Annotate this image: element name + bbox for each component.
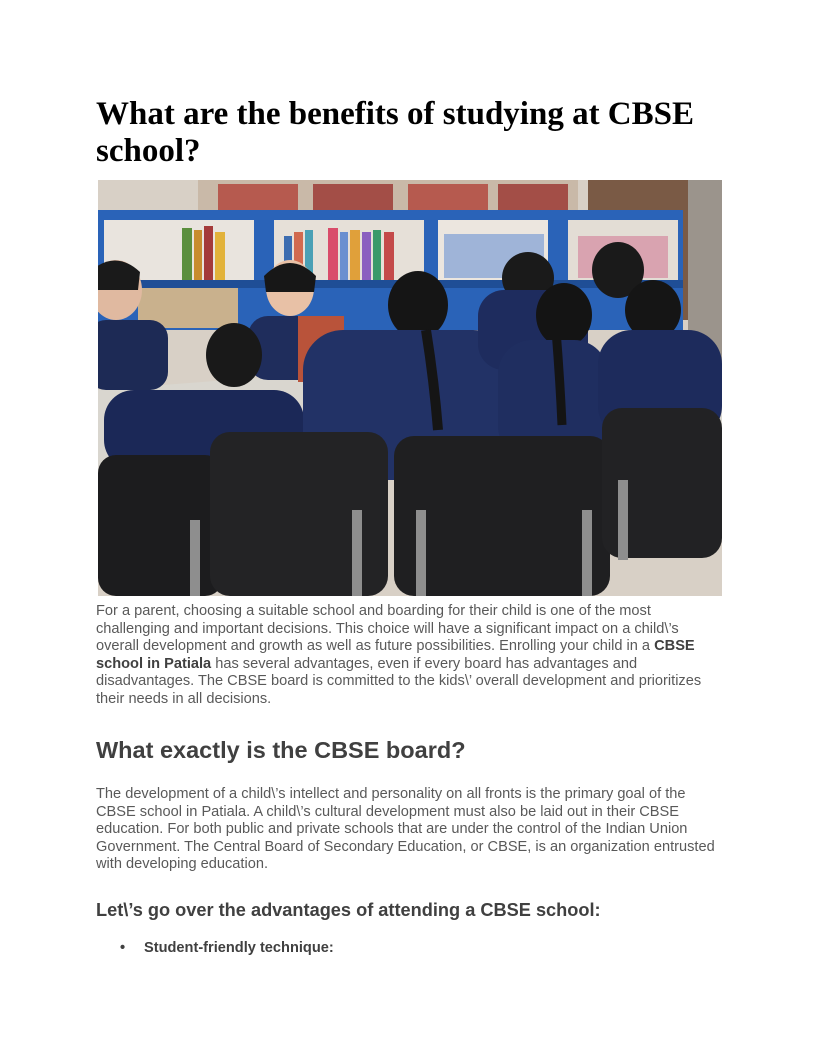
document-page — [96, 96, 722, 956]
section-heading-cbse-board: What exactly is the CBSE board? — [96, 737, 466, 763]
list-item — [120, 939, 334, 957]
classroom-photo-illustration — [98, 180, 722, 596]
classroom-photo — [98, 180, 722, 596]
bullet-icon: • — [120, 940, 126, 956]
intro-text-2: has several advantages, even if every board has advantages and disadvantages. The CBSE board is committed to the kids\’ overall development and prioritizes their needs in all decisions. — [96, 655, 702, 707]
section-heading-advantages: Let\’s go over the advantages of attending a CBSE school: — [96, 900, 601, 920]
list-item-label: Student-friendly technique: — [144, 940, 334, 956]
intro-paragraph — [96, 603, 722, 709]
intro-text-1: For a parent, choosing a suitable school and boarding for their child is one of the most challenging and important decisions. This choice will have a significant impact on a child\’s overall development and growth as well as future possibilities. Enrolling your child in a — [96, 603, 679, 655]
page-title: What are the benefits of studying at CBSE school? — [96, 96, 695, 169]
intro-bold-link: CBSE school in Patiala — [96, 638, 695, 672]
advantages-list — [120, 939, 334, 957]
section-paragraph-cbse-board: The development of a child\’s intellect and personality on all fronts is the primary goal of the CBSE school in Patiala. A child\’s cultural development must also be laid out in their CBSE education. For both public and private schools that are under the control of the Indian Union Government. The Central Board of Secondary Education, or CBSE, is an organization entrusted with developing education. — [96, 786, 715, 873]
